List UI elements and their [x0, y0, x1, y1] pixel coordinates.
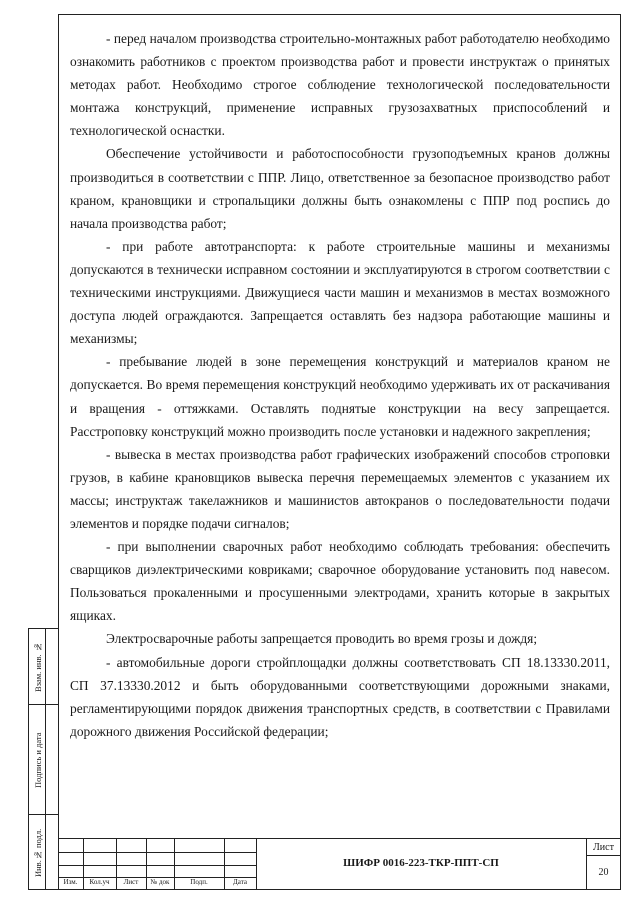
side-cell-vzam [29, 629, 59, 705]
side-cell-podpis [29, 705, 59, 815]
paragraph: - при выполнении сварочных работ необходимо соблюдать требования: обеспечить сварщиков диэлектрическими ковриками; сварочное оборудование установить под навесом. Пользоваться прокаленными и просушенными электродами, хранить которые в закрытых ящиках. [70, 539, 610, 624]
sheet-label: Лист [593, 842, 614, 853]
side-label-vzam: Взам. инв. № [33, 642, 43, 692]
paragraph: - пребывание людей в зоне перемещения конструкций и материалов краном не допускается. Во время перемещения конструкций необходимо удерживать их от раскачивания и вращения - оттяжками. Оставлять поднятые конструкции на весу запрещается. Расстроповку конструкций можно производить после установки и надежного закрепления; [70, 354, 610, 439]
paragraph: - при работе автотранспорта: к работе строительные машины и механизмы допускаются в технически исправном состоянии и эксплуатируются в строгом соответствии с техническими инструкциями. Движущиеся части машин и механизмов в местах возможного доступа людей ограждаются. Запрещается оставлять без надзора работающие машины и механизмы; [70, 238, 610, 347]
paragraph: - перед началом производства строительно-монтажных работ работодателю необходимо ознакомить работников с проектом производства работ и провести инструктаж о принятых методах работ. Необходимо строгое соблюдение технологической последовательности монтажа конструкций, применение исправных грузозахватных приспособлений и технологической оснастки. [70, 31, 610, 139]
side-cell-inv [29, 815, 59, 891]
paragraph: - автомобильные дороги стройплощадки должны соответствовать СП 18.13330.2011, СП 37.13330.2012 и быть оборудованными соответствующими дорожными знаками, регламентирующими порядок движения транспортных средств, в соответствии с Правилами дорожного движения Российской федерации; [70, 654, 610, 739]
side-label-podpis: Подпись и дата [33, 732, 43, 788]
stamp-sheet-line [586, 855, 621, 856]
paragraph: Электросварочные работы запрещается проводить во время грозы и дождя; [106, 631, 538, 647]
stamp-row-line [58, 852, 256, 853]
stamp-col-kolvo: Кол.уч [89, 878, 110, 886]
stamp-row-line [58, 865, 256, 866]
stamp-col-podp: Подп. [190, 878, 208, 886]
document-body [70, 27, 610, 743]
sheet-number: 20 [598, 867, 609, 878]
document-code: ШИФР 0016-223-ТКР-ППТ-СП [343, 857, 499, 869]
stamp-col-data: Дата [233, 878, 247, 886]
side-label-inv: Инв.№ подл. [33, 828, 43, 878]
stamp-col-list: Лист [123, 878, 139, 886]
paragraph: - вывеска в местах производства работ графических изображений способов строповки грузов, в кабине крановщиков вывеска перечня перемещаемых элементов с указанием их массы; инструктаж такелажников и машинистов автокранов о последовательности подачи элементов и порядке подачи сигналов; [70, 446, 610, 531]
stamp-col-ndok: № док [150, 878, 170, 886]
stamp-col-izm: Изм. [63, 878, 78, 886]
side-approval-strip [28, 628, 58, 890]
paragraph: Обеспечение устойчивости и работоспособности грузоподъемных кранов должны производиться в соответствии с ППР. Лицо, ответственное за безопасное производство работ краном, крановщики и стропальщики должны быть ознакомлены с ППР под роспись до начала производства работ; [70, 146, 610, 231]
title-block [58, 838, 621, 890]
